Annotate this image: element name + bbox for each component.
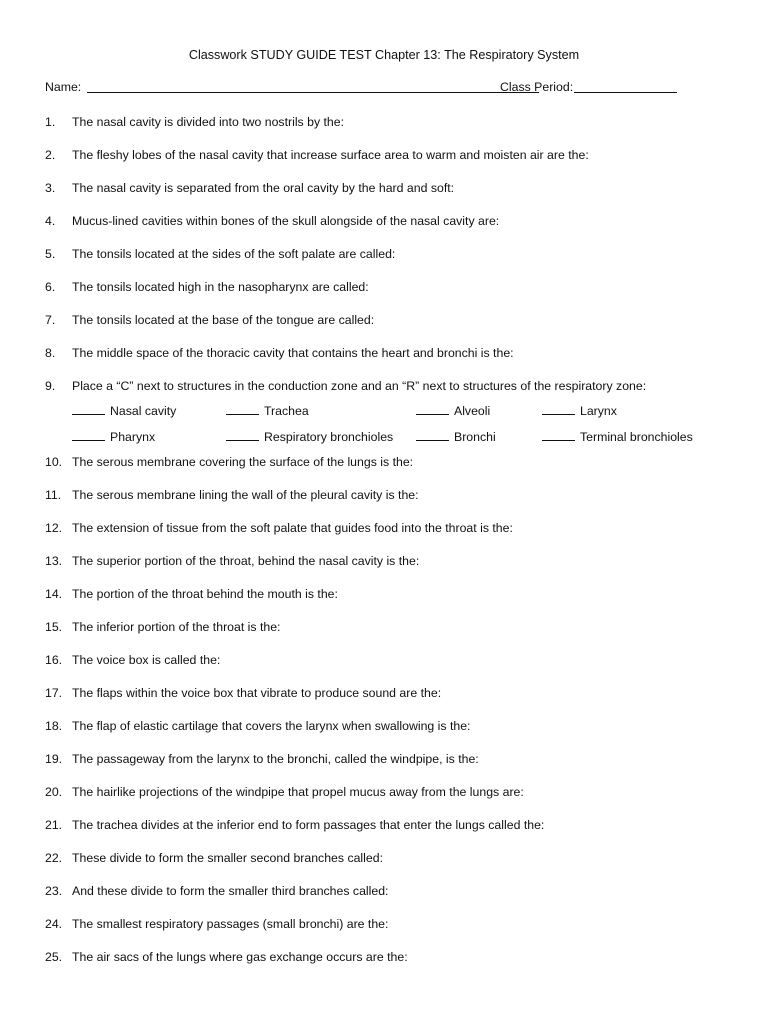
zone-option-label: Pharynx — [110, 430, 156, 444]
question-text: The portion of the throat behind the mouth is the: — [72, 587, 338, 601]
question-text: The passageway from the larynx to the bronchi, called the windpipe, is the: — [72, 752, 479, 766]
question-item — [45, 620, 745, 638]
answer-blank[interactable] — [72, 429, 105, 441]
question-item — [45, 917, 745, 935]
question-text: Place a “C” next to structures in the conduction zone and an “R” next to structures of the respiratory zone: — [72, 379, 647, 393]
question-text: The smallest respiratory passages (small bronchi) are the: — [72, 917, 389, 931]
class-period-field[interactable] — [574, 92, 677, 93]
question-text: The flaps within the voice box that vibrate to produce sound are the: — [72, 686, 442, 700]
question-number: 22. — [45, 851, 63, 865]
answer-blank[interactable] — [72, 403, 105, 415]
answer-blank[interactable] — [416, 403, 449, 415]
question-number: 21. — [45, 818, 63, 832]
question-item — [45, 214, 745, 232]
question-text: The tonsils located high in the nasopharynx are called: — [72, 280, 369, 294]
zone-option-label: Larynx — [580, 404, 617, 418]
question-item — [45, 247, 745, 265]
question-number: 8. — [45, 346, 56, 360]
answer-blank[interactable] — [226, 429, 259, 441]
question-item — [45, 346, 745, 364]
question-number: 6. — [45, 280, 56, 294]
question-number: 2. — [45, 148, 56, 162]
question-number: 20. — [45, 785, 63, 799]
zone-option — [542, 403, 617, 421]
question-item — [45, 719, 745, 737]
question-text: The tonsils located at the sides of the soft palate are called: — [72, 247, 396, 261]
zone-option — [226, 429, 393, 447]
question-number: 25. — [45, 950, 63, 964]
question-number: 7. — [45, 313, 56, 327]
question-item — [45, 148, 745, 166]
question-item — [45, 587, 745, 605]
question-number: 18. — [45, 719, 63, 733]
zone-option-label: Respiratory bronchioles — [264, 430, 394, 444]
question-number: 14. — [45, 587, 63, 601]
zone-option-label: Alveoli — [454, 404, 491, 418]
question-number: 19. — [45, 752, 63, 766]
question-number: 23. — [45, 884, 63, 898]
question-number: 15. — [45, 620, 63, 634]
question-number: 13. — [45, 554, 63, 568]
question-item — [45, 785, 745, 803]
question-text: The tonsils located at the base of the tongue are called: — [72, 313, 375, 327]
header-row — [45, 80, 685, 98]
question-item — [45, 554, 745, 572]
question-text: The extension of tissue from the soft palate that guides food into the throat is the: — [72, 521, 513, 535]
answer-blank[interactable] — [542, 403, 575, 415]
question-text: The hairlike projections of the windpipe that propel mucus away from the lungs are: — [72, 785, 524, 799]
question-number: 16. — [45, 653, 63, 667]
name-field[interactable] — [87, 92, 539, 93]
question-text: The nasal cavity is divided into two nostrils by the: — [72, 115, 345, 129]
question-number: 11. — [45, 488, 62, 502]
question-text: The fleshy lobes of the nasal cavity that increase surface area to warm and moisten air are the: — [72, 148, 589, 162]
zone-option — [542, 429, 693, 447]
zone-option-label: Trachea — [264, 404, 309, 418]
question-item — [45, 455, 745, 473]
zone-option — [72, 403, 176, 421]
question-number: 10. — [45, 455, 63, 469]
question-number: 1. — [45, 115, 56, 129]
name-label: Name: — [45, 80, 82, 94]
question-item — [45, 950, 745, 968]
question-text: These divide to form the smaller second branches called: — [72, 851, 383, 865]
question-text: The serous membrane lining the wall of the pleural cavity is the: — [72, 488, 419, 502]
class-period-label: Class Period: — [500, 80, 574, 94]
question-text: The air sacs of the lungs where gas exchange occurs are the: — [72, 950, 408, 964]
question-number: 12. — [45, 521, 63, 535]
question-text: The nasal cavity is separated from the oral cavity by the hard and soft: — [72, 181, 455, 195]
question-number: 9. — [45, 379, 56, 393]
zone-option — [226, 403, 309, 421]
zone-option-label: Nasal cavity — [110, 404, 177, 418]
question-text: The voice box is called the: — [72, 653, 221, 667]
zone-option-label: Terminal bronchioles — [580, 430, 693, 444]
question-item — [45, 752, 745, 770]
question-number: 17. — [45, 686, 63, 700]
answer-blank[interactable] — [542, 429, 575, 441]
question-text: The trachea divides at the inferior end to form passages that enter the lungs called the: — [72, 818, 545, 832]
question-item — [45, 379, 745, 397]
question-item — [45, 521, 745, 539]
question-item — [45, 115, 745, 133]
question-text: And these divide to form the smaller third branches called: — [72, 884, 389, 898]
question-item — [45, 686, 745, 704]
question-text: The middle space of the thoracic cavity that contains the heart and bronchi is the: — [72, 346, 514, 360]
question-item — [45, 181, 745, 199]
question-text: Mucus-lined cavities within bones of the skull alongside of the nasal cavity are: — [72, 214, 500, 228]
question-text: The superior portion of the throat, behind the nasal cavity is the: — [72, 554, 420, 568]
answer-blank[interactable] — [226, 403, 259, 415]
question-number: 5. — [45, 247, 56, 261]
question-text: The inferior portion of the throat is the: — [72, 620, 281, 634]
question-item — [45, 884, 745, 902]
question-number: 4. — [45, 214, 56, 228]
question-item — [45, 313, 745, 331]
zone-option — [416, 429, 496, 447]
page-title: Classwork STUDY GUIDE TEST Chapter 13: The Respiratory System — [188, 48, 580, 62]
zone-option — [416, 403, 490, 421]
question-item — [45, 653, 745, 671]
question-number: 24. — [45, 917, 63, 931]
zone-option-label: Bronchi — [454, 430, 496, 444]
question-item — [45, 851, 745, 869]
question-item — [45, 280, 745, 298]
question-item — [45, 818, 745, 836]
question-text: The flap of elastic cartilage that covers the larynx when swallowing is the: — [72, 719, 471, 733]
question-text: The serous membrane covering the surface of the lungs is the: — [72, 455, 414, 469]
question-number: 3. — [45, 181, 56, 195]
answer-blank[interactable] — [416, 429, 449, 441]
zone-option — [72, 429, 155, 447]
question-item — [45, 488, 745, 506]
